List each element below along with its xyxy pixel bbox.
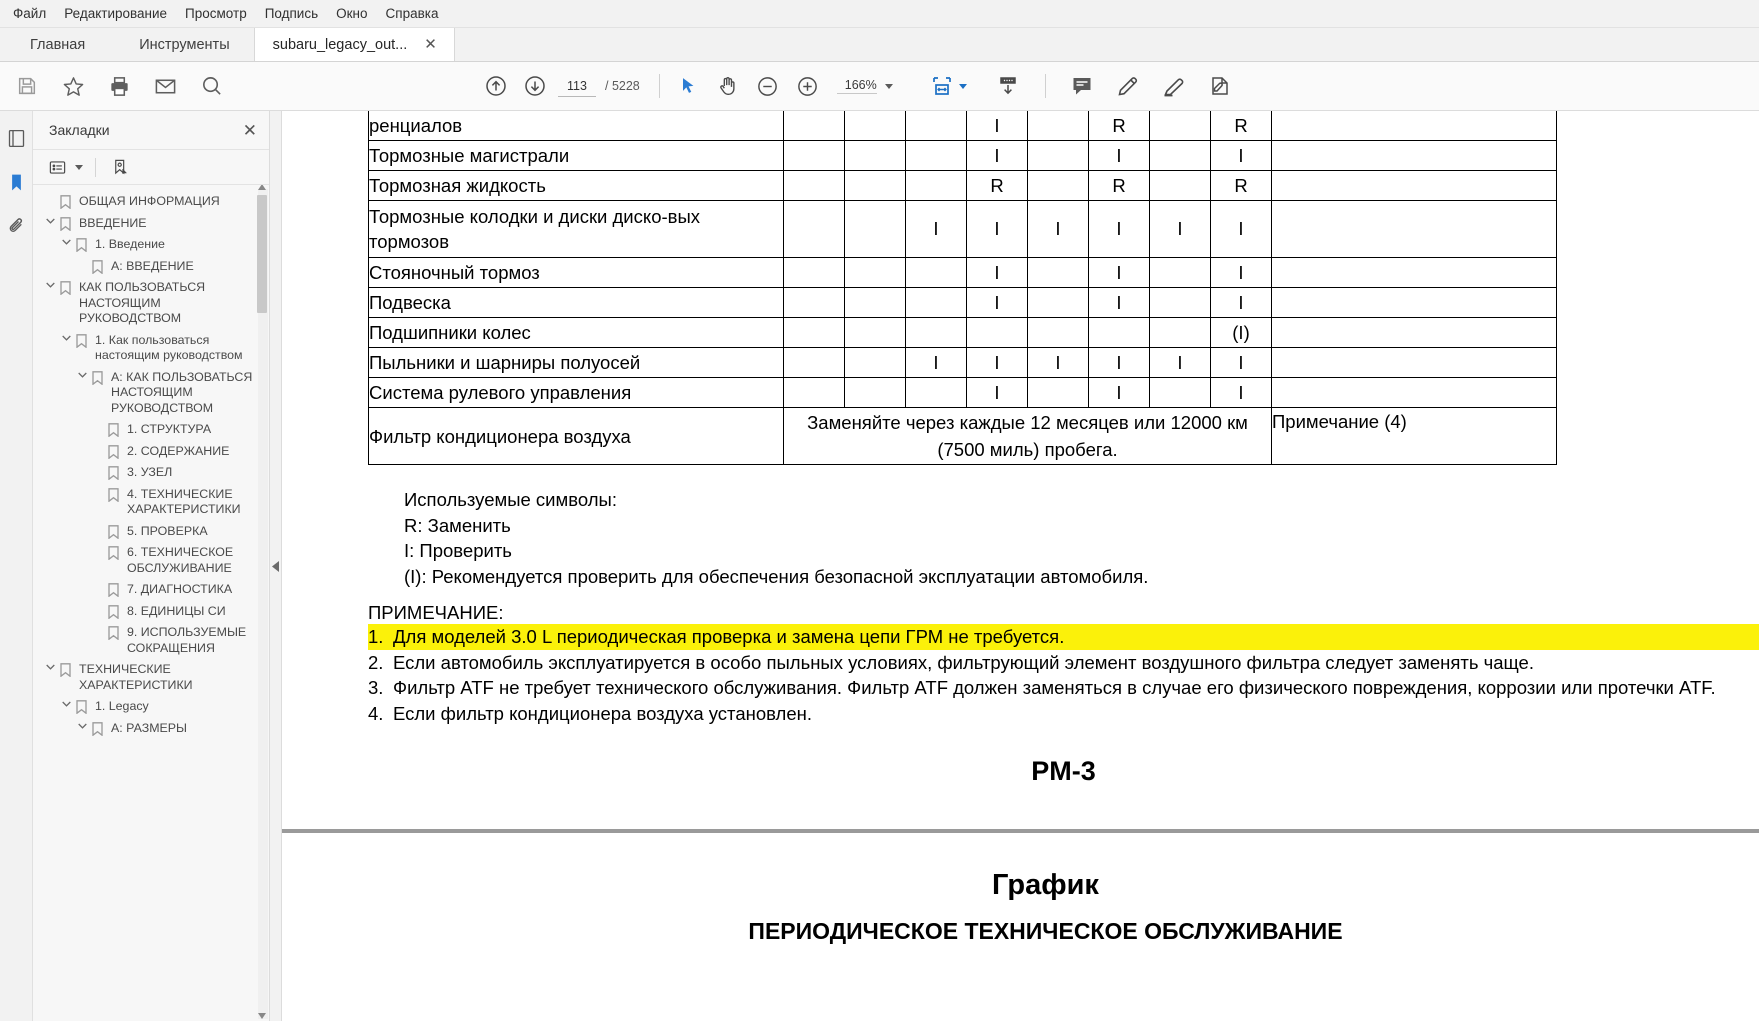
bookmark-item[interactable] [33,718,269,740]
page-navigation [558,76,640,97]
table-cell-mark [845,111,906,141]
table-cell-mark: R [1211,171,1272,201]
bookmark-item-label: ВВЕДЕНИЕ [79,215,147,230]
table-cell-mark [1028,318,1089,348]
table-cell-mark [906,141,967,171]
save-icon[interactable] [12,71,42,101]
bookmark-item[interactable] [33,419,269,441]
panel-collapse-handle[interactable] [270,111,282,1021]
print-icon[interactable] [104,71,134,101]
bookmarks-scroll-thumb[interactable] [257,195,267,313]
table-row [369,318,1557,348]
menu-item-view[interactable]: Просмотр [185,6,247,21]
table-cell-mark: I [1211,348,1272,378]
note-text: Если автомобиль эксплуатируется в особо пыльных условиях, фильтрующий элемент воздушного фильтра следует заменять чаще. [393,651,1534,673]
table-cell-mark [845,258,906,288]
table-row-ac-filter [369,408,1557,465]
bookmark-icon [105,444,121,459]
table-cell-mark: I [1089,348,1150,378]
chevron-down-icon[interactable] [43,280,57,288]
table-cell-interval-text [784,408,1272,465]
document-viewport[interactable] [282,111,1759,1021]
table-cell-item-name: Подвеска [369,288,784,318]
table-cell-item-name: Пыльники и шарниры полуосей [369,348,784,378]
table-cell-item-name: Подшипники колес [369,318,784,348]
table-cell-mark: R [1089,171,1150,201]
table-cell-mark: I [1089,378,1150,408]
bookmark-item-label: 2. СОДЕРЖАНИЕ [127,443,230,458]
table-cell-mark: I [967,378,1028,408]
bookmark-icon [105,545,121,560]
bookmarks-panel [33,111,270,1021]
bookmark-item-label: 9. ИСПОЛЬЗУЕМЫЕ СОКРАЩЕНИЯ [127,625,247,655]
zoom-in-icon[interactable] [793,71,823,101]
table-cell-mark [845,318,906,348]
new-bookmark-icon[interactable] [108,155,132,179]
pen-icon[interactable] [1113,71,1143,101]
chevron-down-icon[interactable] [885,84,893,89]
note-item [368,650,1759,676]
bookmark-item[interactable] [33,191,269,213]
table-cell-mark: I [906,348,967,378]
note-number: 1. [368,624,393,650]
table-cell-mark: I [967,201,1028,258]
symbol-recommended: (I): Рекомендуется проверить для обеспечения безопасной эксплуатации автомобиля. [404,565,1149,587]
table-cell-note [1272,258,1557,288]
chevron-placeholder [75,259,89,261]
hand-tool-icon[interactable] [713,71,743,101]
bookmarks-scrollbar[interactable] [258,189,268,1019]
bookmark-item[interactable] [33,367,269,420]
maintenance-schedule-table [368,111,1557,465]
bookmark-item[interactable] [33,542,269,579]
tab-strip [0,28,1759,62]
table-cell-mark [1028,141,1089,171]
note-text-highlighted: Для моделей 3.0 L периодическая проверка и замена цепи ГРМ не требуется. [393,624,1759,650]
table-cell-note [1272,378,1557,408]
bookmarks-panel-title: Закладки [49,122,110,138]
bookmark-item[interactable] [33,579,269,601]
bookmark-item-label: 1. Введение [95,237,165,251]
zoom-level-label: 166% [837,78,877,94]
note-text: Если фильтр кондиционера воздуха установлен. [393,702,812,724]
symbol-inspect: I: Проверить [404,540,512,561]
bookmark-item-label: A: РАЗМЕРЫ [111,720,188,735]
table-cell-mark [1150,318,1211,348]
table-cell-mark [784,348,845,378]
bookmark-item-label: A: КАК ПОЛЬЗОВАТЬСЯ НАСТОЯЩИМ РУКОВОДСТВОМ [111,369,253,415]
table-cell-mark: I [1211,288,1272,318]
symbol-replace: R: Заменить [404,514,511,536]
pdf-page [282,111,1759,945]
table-cell-mark [1028,111,1089,141]
table-cell-mark: R [967,171,1028,201]
note-item [368,701,1759,727]
stamp-icon[interactable] [1205,71,1235,101]
toolbar-divider [659,74,660,98]
table-cell-mark [784,111,845,141]
main-toolbar [0,62,1759,111]
bookmark-item[interactable] [33,330,269,367]
bookmark-item-label: 4. ТЕХНИЧЕСКИЕ ХАРАКТЕРИСТИКИ [127,486,241,516]
bookmark-icon [105,604,121,619]
chevron-placeholder [91,487,105,489]
table-cell-mark: I [1150,201,1211,258]
chevron-down-icon[interactable] [75,721,89,729]
note-text: Фильтр ATF не требует технического обслуживания. Фильтр ATF должен заменяться в случае его физического повреждения, коррозии или протечки ATF. [393,677,1716,698]
chevron-placeholder [91,465,105,467]
fit-page-chevron-down-icon[interactable] [959,84,967,89]
scroll-up-icon[interactable] [257,185,267,192]
bookmark-item-label: A: ВВЕДЕНИЕ [111,258,194,273]
bookmarks-panel-header [33,111,269,149]
table-cell-mark [845,288,906,318]
chevron-placeholder [43,194,57,196]
symbols-legend [404,487,1759,589]
menu-item-file[interactable]: Файл [13,6,47,21]
note-number: 2. [368,651,384,673]
table-cell-mark [906,171,967,201]
previous-page-icon[interactable] [481,71,511,101]
table-cell-note [1272,318,1557,348]
table-cell-mark: I [967,258,1028,288]
table-cell-mark [1150,378,1211,408]
menu-item-edit[interactable]: Редактирование [64,6,168,21]
interval-line-2: (7500 миль) пробега. [937,439,1118,460]
table-row [369,288,1557,318]
menu-item-help[interactable]: Справка [385,6,439,21]
table-cell-mark: R [1089,111,1150,141]
navigation-rail [0,111,33,1021]
interval-line-1: Заменяйте через каждые 12 месяцев или 12000 км [807,412,1248,433]
page-display-icon[interactable] [993,71,1023,101]
table-cell-mark: (I) [1211,318,1272,348]
table-cell-note [1272,288,1557,318]
page-total-label: / 5228 [605,79,640,93]
tab-tools[interactable]: Инструменты [139,36,230,53]
chevron-placeholder [91,582,105,584]
table-cell-mark: R [1211,111,1272,141]
table-cell-mark: I [1211,201,1272,258]
bookmarks-tree[interactable] [33,185,269,1021]
bookmark-icon [105,487,121,502]
scroll-down-icon[interactable] [257,1010,267,1021]
table-cell-mark: I [1150,348,1211,378]
table-cell-mark [1089,318,1150,348]
chevron-placeholder [91,524,105,526]
bookmark-item[interactable] [33,601,269,623]
table-cell-mark [784,201,845,258]
table-cell-note [1272,348,1557,378]
bookmark-item[interactable] [33,441,269,463]
bookmark-item[interactable] [33,659,269,696]
table-cell-note [1272,201,1557,258]
table-row [369,141,1557,171]
bookmarks-toolbar-divider [95,158,96,177]
table-cell-mark: I [967,288,1028,318]
bookmark-item-label: 3. УЗЕЛ [127,465,173,479]
chevron-down-icon[interactable] [43,662,57,670]
table-cell-mark [784,318,845,348]
bookmark-icon [105,422,121,437]
chevron-down-icon[interactable] [59,333,73,341]
note-number: 4. [368,702,384,724]
table-cell-note [1272,111,1557,141]
table-cell-item-name: Тормозные магистрали [369,141,784,171]
table-cell-item-name: Система рулевого управления [369,378,784,408]
bookmark-icon [105,625,121,640]
table-cell-mark: I [967,348,1028,378]
table-cell-note: Примечание (4) [1272,408,1557,465]
note-number: 3. [368,677,384,698]
add-to-favorites-icon[interactable] [58,71,88,101]
bookmark-item[interactable] [33,622,269,659]
bookmark-item-label: ОБЩАЯ ИНФОРМАЦИЯ [79,194,220,208]
table-cell-mark [845,201,906,258]
bookmark-icon [57,662,73,677]
chevron-placeholder [91,422,105,424]
bookmarks-options-chevron-down-icon[interactable] [75,165,83,170]
table-cell-mark: I [1211,258,1272,288]
bookmark-item-label: 8. ЕДИНИЦЫ СИ [127,603,226,618]
page-number-input[interactable] [558,76,596,97]
note-item [368,624,1759,650]
highlighter-icon[interactable] [1159,71,1189,101]
bookmark-item-label: 1. Legacy [95,699,149,713]
zoom-out-icon[interactable] [753,71,783,101]
notes-list [368,624,1759,726]
menu-item-window[interactable]: Окно [336,6,368,21]
toolbar-file-group [0,71,266,101]
bookmark-icon [73,237,89,252]
table-cell-mark: I [1028,201,1089,258]
find-icon[interactable] [196,71,226,101]
bookmark-item-label: 6. ТЕХНИЧЕСКОЕ ОБСЛУЖИВАНИЕ [127,545,234,575]
table-cell-mark [784,378,845,408]
table-row [369,348,1557,378]
table-row [369,201,1557,258]
table-cell-mark [845,378,906,408]
main-content-row [0,111,1759,1021]
table-cell-mark [1150,258,1211,288]
table-cell-mark [845,141,906,171]
chevron-down-icon[interactable] [43,216,57,224]
page-label: PM-3 [1031,756,1096,786]
table-cell-mark [906,318,967,348]
comment-icon[interactable] [1067,71,1097,101]
toolbar-divider-2 [1045,74,1046,98]
table-cell-mark [1028,288,1089,318]
table-cell-mark [784,288,845,318]
table-cell-mark: I [1089,258,1150,288]
email-icon[interactable] [150,71,180,101]
table-cell-item-name: Стояночный тормоз [369,258,784,288]
bookmark-icon [105,524,121,539]
bookmark-item[interactable] [33,277,269,330]
next-page-icon[interactable] [520,71,550,101]
fit-page-icon[interactable] [927,71,957,101]
table-cell-mark: I [1089,141,1150,171]
bookmarks-icon[interactable] [3,169,29,195]
bookmark-item-label: КАК ПОЛЬЗОВАТЬСЯ НАСТОЯЩИМ РУКОВОДСТВОМ [79,280,206,325]
table-cell-mark [784,171,845,201]
next-page-title: График [992,869,1099,901]
bookmark-icon [57,216,73,231]
chevron-down-icon[interactable] [59,237,73,245]
table-cell-mark [906,378,967,408]
close-icon[interactable]: ✕ [242,120,257,140]
table-cell-mark: I [1211,378,1272,408]
tab-home[interactable]: Главная [30,36,86,53]
zoom-control[interactable] [837,78,893,94]
tab-document[interactable] [254,28,455,61]
bookmark-item-label: 1. Как пользоваться настоящим руководством [95,332,243,362]
chevron-placeholder [91,545,105,547]
select-cursor-icon[interactable] [673,71,703,101]
bookmark-item-label: 5. ПРОВЕРКА [127,523,208,538]
bookmark-icon [57,280,73,295]
next-page-subtitle: ПЕРИОДИЧЕСКОЕ ТЕХНИЧЕСКОЕ ОБСЛУЖИВАНИЕ [748,918,1343,944]
bookmark-item[interactable] [33,521,269,543]
bookmark-icon [89,259,105,274]
table-cell-mark [1028,258,1089,288]
close-icon[interactable]: ✕ [424,36,437,53]
table-cell-mark [1028,378,1089,408]
menu-item-sign[interactable]: Подпись [264,6,319,21]
chevron-down-icon[interactable] [75,370,89,378]
bookmark-item[interactable] [33,462,269,484]
table-cell-mark: I [906,201,967,258]
bookmark-item[interactable] [33,234,269,256]
note-item [368,675,1759,701]
bookmark-item-label: 7. ДИАГНОСТИКА [127,582,233,596]
table-cell-mark [784,141,845,171]
chevron-down-icon[interactable] [59,699,73,707]
table-cell-mark [1150,141,1211,171]
notes-header: ПРИМЕЧАНИЕ: [368,602,504,623]
bookmarks-toolbar [33,149,269,185]
table-cell-mark [1150,288,1211,318]
table-cell-mark [1150,171,1211,201]
bookmark-icon [89,721,105,736]
bookmark-item[interactable] [33,484,269,521]
bookmark-item-label: 1. СТРУКТУРА [127,422,212,436]
symbols-header: Используемые символы: [404,489,617,510]
attachments-icon[interactable] [3,213,29,239]
bookmark-icon [105,582,121,597]
table-cell-mark [1150,111,1211,141]
table-cell-item-name: Тормозная жидкость [369,171,784,201]
bookmark-icon [89,370,105,385]
bookmark-icon [73,333,89,348]
table-cell-mark [906,288,967,318]
tab-document-label: subaru_legacy_out... [272,36,408,53]
bookmark-item[interactable] [33,256,269,278]
next-page-preview [282,833,1759,945]
table-cell-item-name: Фильтр кондиционера воздуха [369,408,784,465]
table-cell-mark [784,258,845,288]
table-cell-mark [906,111,967,141]
bookmark-icon [57,194,73,209]
table-cell-mark [906,258,967,288]
table-cell-mark [845,171,906,201]
toolbar-nav-group [266,71,1759,101]
table-cell-item-name: ренциалов [369,111,784,141]
menu-bar [0,0,1759,28]
table-cell-mark: I [1211,141,1272,171]
bookmark-icon [105,465,121,480]
table-row [369,378,1557,408]
table-row [369,171,1557,201]
table-cell-mark: I [967,141,1028,171]
table-cell-mark: I [1089,201,1150,258]
table-cell-mark [845,348,906,378]
table-cell-mark [967,318,1028,348]
table-row [369,111,1557,141]
bookmark-item-label: ТЕХНИЧЕСКИЕ ХАРАКТЕРИСТИКИ [79,662,193,692]
table-cell-mark [1028,171,1089,201]
bookmark-item[interactable] [33,213,269,235]
table-cell-mark: I [967,111,1028,141]
chevron-placeholder [91,444,105,446]
table-cell-item-name: Тормозные колодки и диски диско-вых тормозов [369,201,784,258]
list-options-icon[interactable] [45,155,69,179]
page-thumbnails-icon[interactable] [3,125,29,151]
table-cell-mark: I [1028,348,1089,378]
table-cell-note [1272,141,1557,171]
chevron-placeholder [91,625,105,627]
bookmark-item[interactable] [33,696,269,718]
chevron-placeholder [91,604,105,606]
table-cell-mark: I [1089,288,1150,318]
table-cell-note [1272,171,1557,201]
table-row [369,258,1557,288]
bookmark-icon [73,699,89,714]
